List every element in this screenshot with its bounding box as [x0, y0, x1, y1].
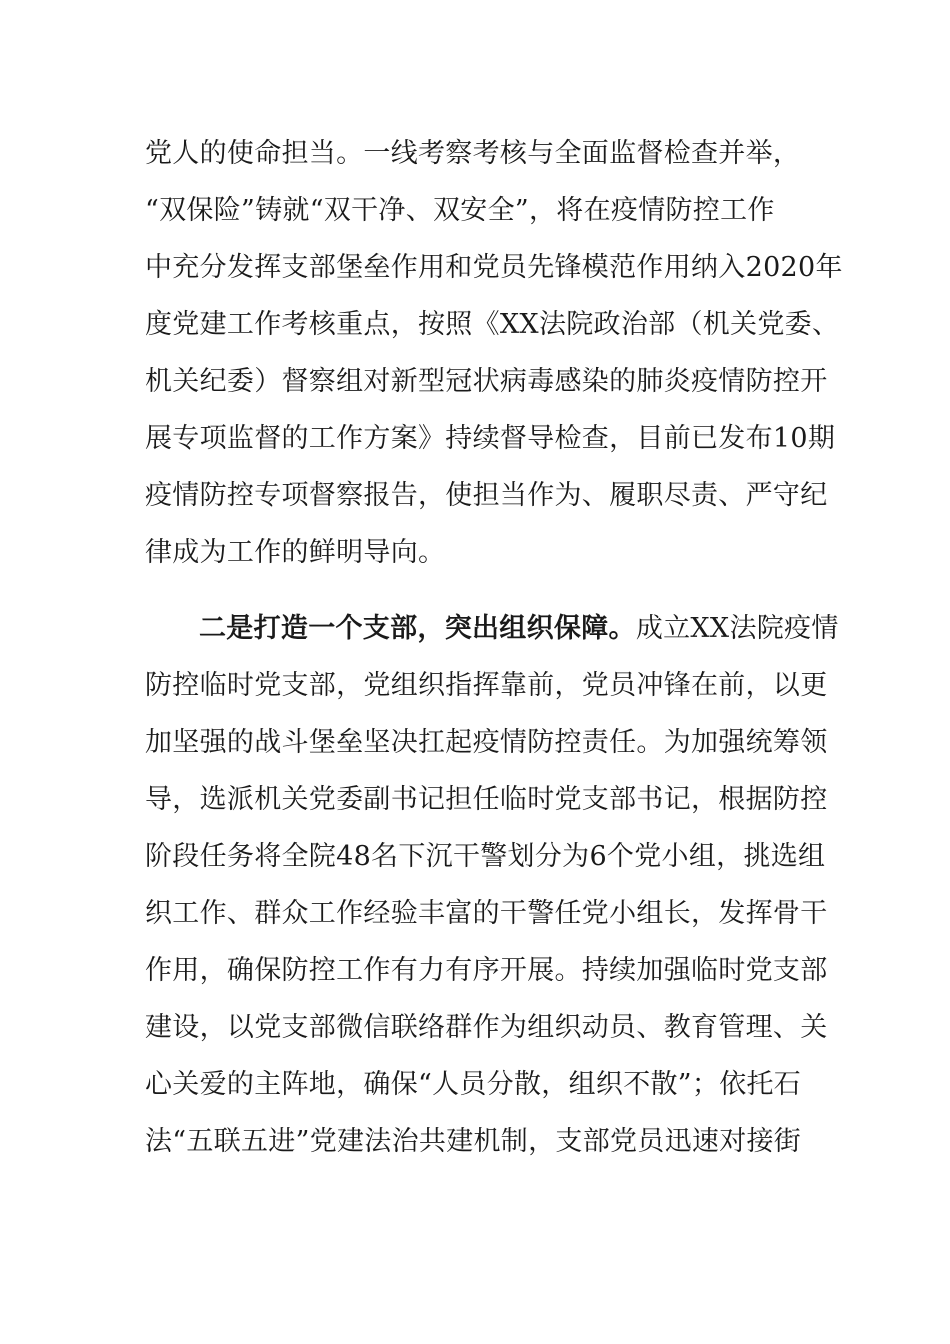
paragraph2-line: 防控临时党支部，党组织指挥靠前，党员冲锋在前，以更 — [145, 670, 828, 701]
paragraph2-line: 导，选派机关党委副书记担任临时党支部书记，根据防控 — [145, 784, 828, 815]
paragraph1-line: 度党建工作考核重点，按照《XX法院政治部（机关党委、 — [145, 309, 840, 340]
paragraph2-line: 织工作、群众工作经验丰富的干警任党小组长，发挥骨干 — [145, 898, 828, 929]
paragraph2-line: 阶段任务将全院48名下沉干警划分为6个党小组，挑选组 — [145, 841, 826, 872]
paragraph1-line: 疫情防控专项督察报告，使担当作为、履职尽责、严守纪 — [145, 480, 828, 511]
paragraph1-line: 党人的使命担当。一线考察考核与全面监督检查并举， — [145, 138, 801, 169]
paragraph2-line: 法“五联五进”党建法治共建机制，支部党员迅速对接街 — [145, 1126, 802, 1157]
paragraph2-heading: 二是打造一个支部，突出组织保障。 — [199, 613, 636, 644]
paragraph2-line: 建设，以党支部微信联络群作为组织动员、教育管理、关 — [145, 1012, 828, 1043]
paragraph1-line: 机关纪委）督察组对新型冠状病毒感染的肺炎疫情防控开 — [145, 366, 828, 397]
paragraph2-line: 加坚强的战斗堡垒坚决扛起疫情防控责任。为加强统筹领 — [145, 727, 828, 758]
paragraph1-line: 中充分发挥支部堡垒作用和党员先锋模范作用纳入2020年 — [145, 252, 843, 283]
paragraph2-first-line-rest: 成立XX法院疫情 — [635, 613, 839, 644]
paragraph1-line: “双保险”铸就“双干净、双安全”，将在疫情防控工作 — [145, 195, 775, 226]
paragraph2-line: 心关爱的主阵地，确保“人员分散，组织不散”；依托石 — [145, 1069, 802, 1100]
paragraph1-line: 展专项监督的工作方案》持续督导检查，目前已发布10期 — [145, 423, 836, 454]
paragraph1-line: 律成为工作的鲜明导向。 — [145, 537, 446, 568]
paragraph2-first-line — [199, 612, 839, 646]
paragraph2-line: 作用，确保防控工作有力有序开展。持续加强临时党支部 — [145, 955, 828, 986]
